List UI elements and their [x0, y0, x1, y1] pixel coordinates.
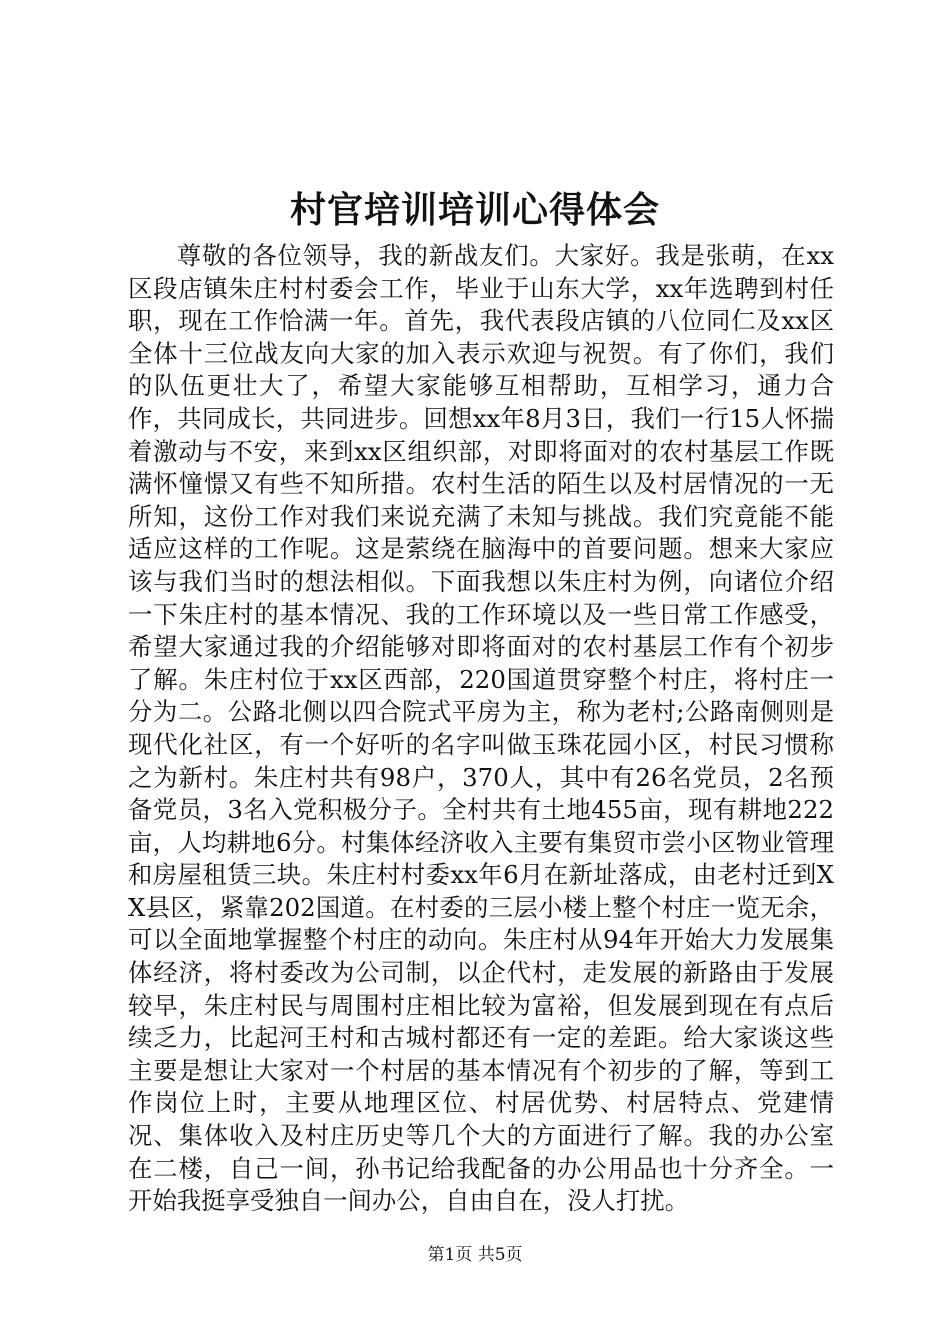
page-footer: 第1页 共5页 — [427, 1245, 523, 1265]
document-title: 村官培训培训心得体会 — [289, 189, 660, 231]
document-body: 尊敬的各位领导，我的新战友们。大家好。我是张萌，在xx区段店镇朱庄村村委会工作，毕业于山东大学，xx年选聘到村任职，现在工作恰满一年。首先，我代表段店镇的八位同仁及xx区全体十三位战友向大家的加入表示欢迎与祝贺。有了你们，我们的队伍更壮大了，希望大家能够互相帮助，互相学习，通力合作，共同成长，共同进步。回想xx年8月3日，我们一行15人怀揣着激动与不安，来到xx区组织部，对即将面对的农村基层工作既满怀憧憬又有些不知所措。农村生活的陌生以及村居情况的一无所知，这份工作对我们来说充满了未知与挑战。我们究竟能不能适应这样的工作呢。这是萦绕在脑海中的首要问题。想来大家应该与我们当时的想法相似。下面我想以朱庄村为例，向诸位介绍一下朱庄村的基本情况、我的工作环境以及一些日常工作感受，希望大家通过我的介绍能够对即将面对的农村基层工作有个初步了解。朱庄村位于xx区西部，220国道贯穿整个村庄，将村庄一分为二。公路北侧以四合院式平房为主，称为老村;公路南侧则是现代化社区，有一个好听的名字叫做玉珠花园小区，村民习惯称之为新村。朱庄村共有98户，370人，其中有26名党员，2名预备党员，3名入党积极分子。全村共有土地455亩，现有耕地222亩，人均耕地6分。村集体经济收入主要有集贸市尝小区物业管理和房屋租赁三块。朱庄村村委xx年6月在新址落成，由老村迁到XX县区，紧靠202国道。在村委的三层小楼上整个村庄一览无余，可以全面地掌握整个村庄的动向。朱庄村从94年开始大力发展集体经济，将村委改为公司制，以企代村，走发展的新路由于发展较早，朱庄村民与周围村庄相比较为富裕，但发展到现在有点后续乏力，比起河王村和古城村都还有一定的差距。给大家谈这些主要是想让大家对一个村居的基本情况有个初步的了解，等到工作岗位上时，主要从地理区位、村居优势、村居特点、党建情况、集体收入及村庄历史等几个大的方面进行了解。我的办公室在二楼，自己一间，孙书记给我配备的办公用品也十分齐全。一开始我挺享受独自一间办公，自由自在，没人打扰。 — [128, 241, 834, 1216]
